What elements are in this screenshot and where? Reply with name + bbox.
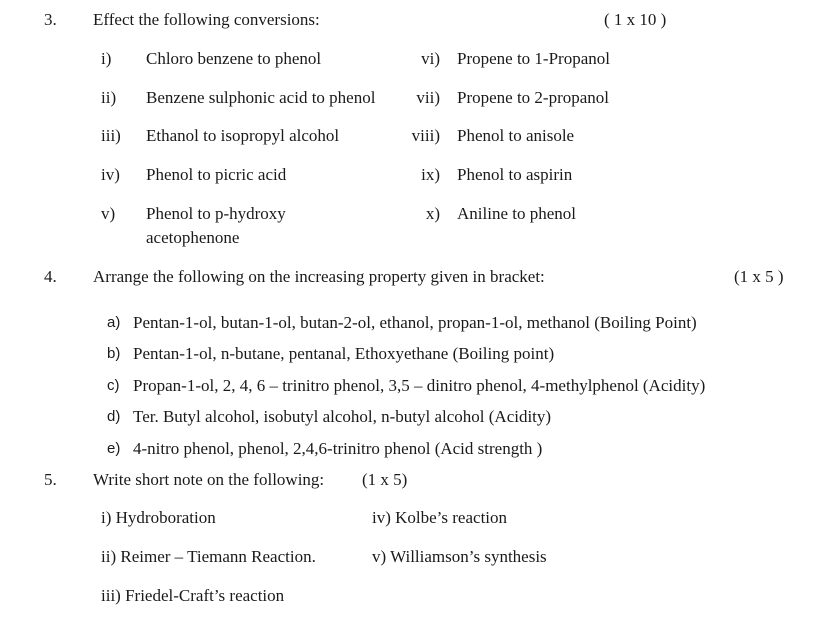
short-note-item: v) Williamson’s synthesis [372, 547, 547, 566]
conversion-item: Propene to 1-Propanol [457, 49, 610, 68]
item-number: iii) [101, 126, 121, 145]
item-letter: a) [107, 314, 121, 331]
conversion-item: Chloro benzene to phenol [146, 49, 322, 68]
conversion-item: Phenol to p-hydroxy [146, 204, 286, 223]
question-title: Write short note on the following: [93, 470, 325, 489]
item-number: ix) [421, 165, 440, 184]
question-number: 4. [44, 267, 57, 286]
marks-label: ( 1 x 10 ) [604, 10, 667, 29]
conversion-item: Benzene sulphonic acid to phenol [146, 88, 376, 107]
short-note-item: iii) Friedel-Craft’s reaction [101, 586, 285, 605]
item-number: i) [101, 49, 112, 68]
item-letter: d) [107, 408, 121, 425]
conversion-item: Phenol to picric acid [146, 165, 287, 184]
item-letter: e) [107, 440, 121, 457]
arrange-item: Pentan-1-ol, n-butane, pentanal, Ethoxyethane (Boiling point) [133, 344, 555, 363]
marks-label: (1 x 5) [362, 470, 408, 489]
conversion-item: Propene to 2-propanol [457, 88, 610, 107]
question-number: 5. [44, 470, 57, 489]
conversion-item: Phenol to aspirin [457, 165, 573, 184]
arrange-item: Pentan-1-ol, butan-1-ol, butan-2-ol, ethanol, propan-1-ol, methanol (Boiling Point) [133, 313, 697, 332]
item-number: vii) [416, 88, 440, 107]
conversion-item: Ethanol to isopropyl alcohol [146, 126, 340, 145]
question-title: Arrange the following on the increasing property given in bracket: [93, 267, 545, 286]
item-number: iv) [101, 165, 120, 184]
question-number: 3. [44, 10, 57, 29]
question-title: Effect the following conversions: [93, 10, 320, 29]
short-note-item: iv) Kolbe’s reaction [372, 508, 508, 527]
conversion-item: Phenol to anisole [457, 126, 575, 145]
item-number: v) [101, 204, 116, 223]
arrange-item: 4-nitro phenol, phenol, 2,4,6-trinitro phenol (Acid strength ) [133, 439, 543, 458]
short-note-item: i) Hydroboration [101, 508, 216, 527]
item-number: viii) [411, 126, 440, 145]
item-number: ii) [101, 88, 117, 107]
arrange-item: Ter. Butyl alcohol, isobutyl alcohol, n-butyl alcohol (Acidity) [133, 407, 552, 426]
item-number: vi) [421, 49, 440, 68]
arrange-item: Propan-1-ol, 2, 4, 6 – trinitro phenol, 3,5 – dinitro phenol, 4-methylphenol (Acidity) [133, 376, 706, 395]
conversion-item-continued: acetophenone [146, 228, 240, 247]
item-letter: c) [107, 377, 120, 394]
item-number: x) [425, 204, 440, 223]
marks-label: (1 x 5 ) [734, 267, 784, 286]
item-letter: b) [107, 345, 121, 362]
conversion-item: Aniline to phenol [457, 204, 576, 223]
short-note-item: ii) Reimer – Tiemann Reaction. [101, 547, 316, 566]
